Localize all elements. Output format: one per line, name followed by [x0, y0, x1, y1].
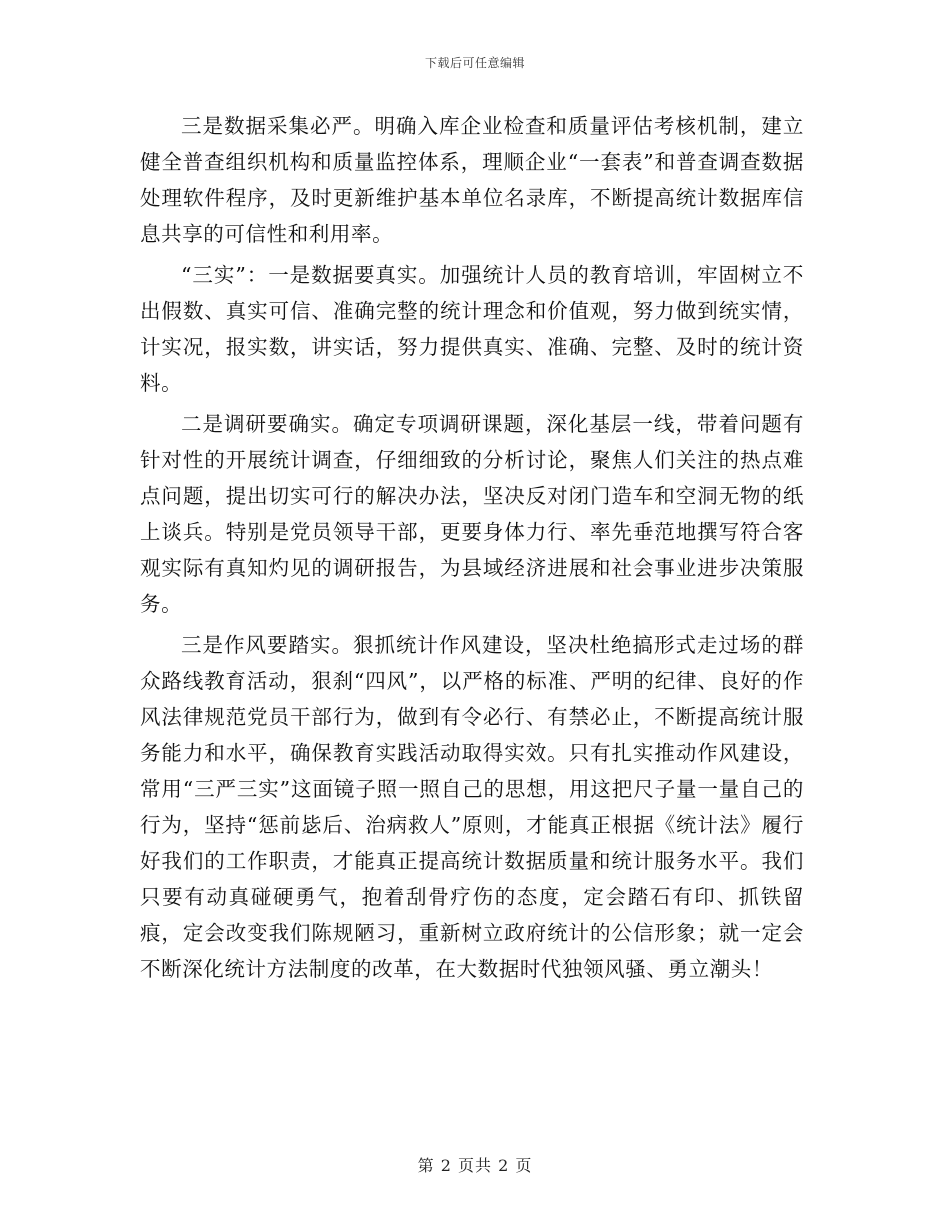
page-number-footer: 第 2 页共 2 页: [417, 1156, 533, 1175]
page-header: 下载后可任意编辑: [424, 56, 525, 70]
paragraph-data-collection: 三是数据采集必严。明确入库企业检查和质量评估考核机制，建立健全普查组织机构和质量监控体系，理顺企业“一套表”和普查调查数据处理软件程序，及时更新维护基本单位名录库，不断提高统计数据库信息共享的可信性和利用率。: [140, 114, 804, 246]
paragraph-research: 二是调研要确实。确定专项调研课题，深化基层一线，带着问题有针对性的开展统计调查，仔细细致的分析讨论，聚焦人们关注的热点难点问题，提出切实可行的解决办法，坚决反对闭门造车和空洞无物的纸上谈兵。特别是党员领导干部，更要身体力行、率先垂范地撰写符合客观实际有真知灼见的调研报告，为县域经济进展和社会事业进步决策服务。: [140, 412, 804, 616]
document-body: [140, 108, 804, 992]
paragraph-work-style: 三是作风要踏实。狠抓统计作风建设，坚决杜绝搞形式走过场的群众路线教育活动，狠刹“四风”，以严格的标准、严明的纪律、良好的作风法律规范党员干部行为，做到有令必行、有禁必止，不断提高统计服务能力和水平，确保教育实践活动取得实效。只有扎实推动作风建设，常用“三严三实”这面镜子照一照自己的思想，用这把尺子量一量自己的行为，坚持“惩前毖后、治病救人”原则，才能真正根据《统计法》履行好我们的工作职责，才能真正提高统计数据质量和统计服务水平。我们只要有动真碰硬勇气，抱着刮骨疗伤的态度，定会踏石有印、抓铁留痕，定会改变我们陈规陋习，重新树立政府统计的公信形象；就一定会不断深化统计方法制度的改革，在大数据时代独领风骚、勇立潮头！: [140, 633, 804, 981]
paragraph-data-truth: “三实”：一是数据要真实。加强统计人员的教育培训，牢固树立不出假数、真实可信、准确完整的统计理念和价值观，努力做到统实情，计实况，报实数，讲实话，努力提供真实、准确、完整、及时的统计资料。: [140, 263, 804, 395]
